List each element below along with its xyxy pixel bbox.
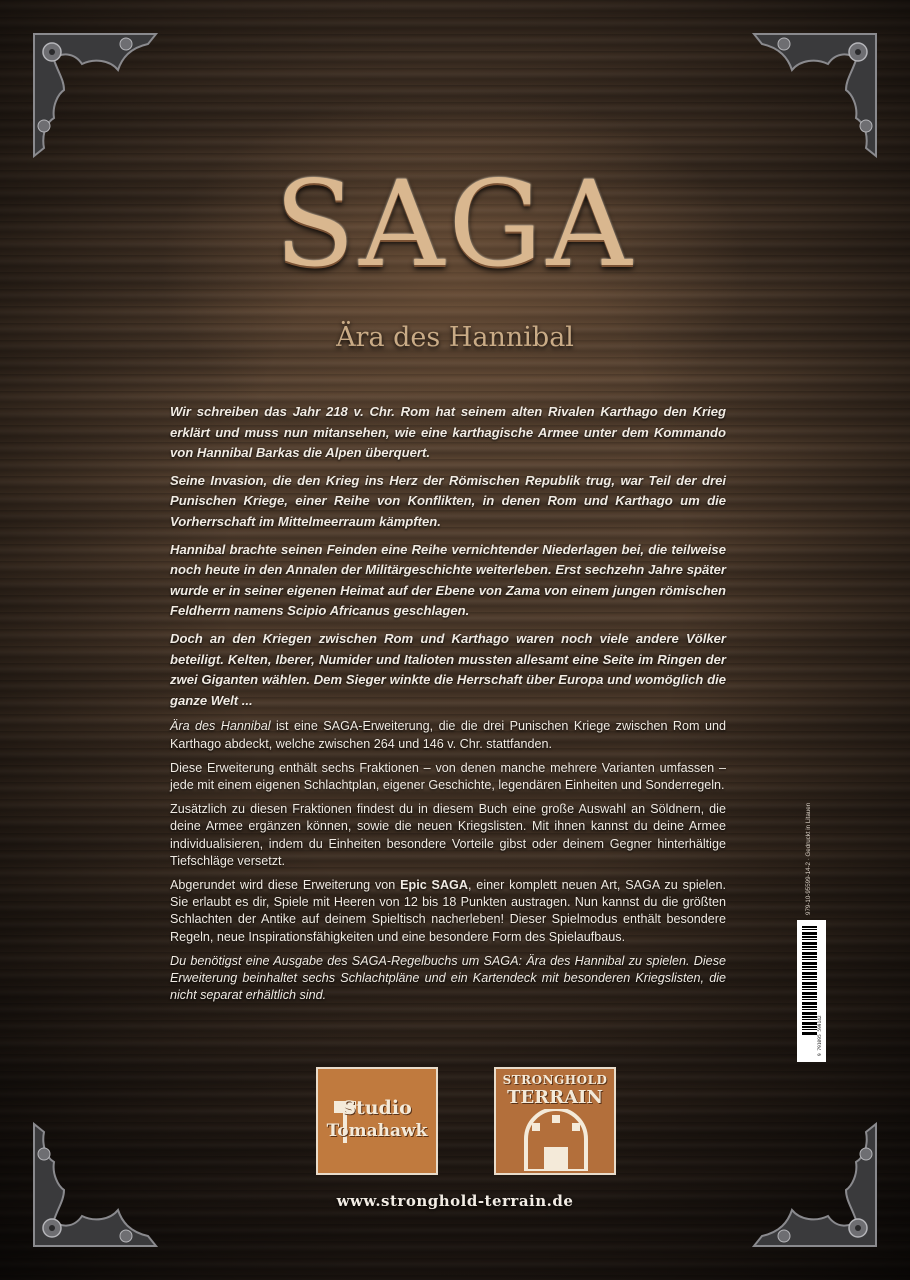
cover-subtitle: Ära des Hannibal <box>336 322 574 353</box>
tower-icon <box>518 1109 594 1171</box>
paragraph-intro-3: Hannibal brachte seinen Feinden eine Reihe vernichtender Niederlagen bei, die teilweise noch heute in den Annalen der Militärgeschichte weiterleben. Erst sechzehn Jahre später wurde er in seiner eigenen Heimat auf der Ebene von Zama von einem jungen römischen Feldherrn namens Scipio Africanus geschlagen. <box>170 541 726 619</box>
barcode-bars <box>802 926 817 1036</box>
paragraph-intro-2: Seine Invasion, die den Krieg ins Herz der Römischen Republik trug, war Teil der drei Punischen Kriege, einer Reihe von Konflikten, in denen Rom und Karthago um die Vorherrschaft im Mittelmeerraum kämpften. <box>170 472 726 529</box>
paragraph-5-text: ist eine SAGA-Erweiterung, die die drei Punischen Kriege zwischen Rom und Karthago abdeckt, welche zwischen 264 und 146 v. Chr. stattfanden. <box>170 719 726 751</box>
studio-logo-line2: Tomahawk <box>326 1121 428 1141</box>
book-title-inline: Ära des Hannibal <box>170 719 271 734</box>
paragraph-8-text-a: Abgerundet wird diese Erweiterung von <box>170 877 401 892</box>
epic-saga-label: Epic SAGA <box>400 877 468 892</box>
isbn-print-note: 979-10-95599-14-2 · Gedruckt in Litauen <box>805 802 812 915</box>
paragraph-7: Zusätzlich zu diesen Fraktionen findest du in diesem Buch eine große Auswahl an Söldnern, die deine Armee ergänzen können, sowie die neuen Kriegslisten. Mit ihnen kannst du deine Armee individualisieren, indem du Einheiten besondere Vorteile gibst oder deinem Gegner hinterhältige Tiefschläge versetzt. <box>170 802 726 868</box>
paragraph-8-text-b: , einer komplett neuen Art, SAGA zu spielen. Sie erlaubt es dir, Spiele mit Heeren von 12 bis 18 Punkten austragen. Nun kannst du die größten Schlachten der Antike auf deinem Spieltisch nacherleben! Dieser Spielmodus enthält besondere Regeln, neue Inspirationsfähigkeiten und eine besondere Form des Spielaufbaus. <box>170 877 726 944</box>
corner-ornament-top-left <box>30 30 160 160</box>
saga-logo: SAGA <box>274 155 636 293</box>
website-url[interactable]: www.stronghold-terrain.de <box>336 1192 574 1210</box>
stronghold-terrain-logo <box>494 1067 616 1175</box>
corner-ornament-top-right <box>750 30 880 160</box>
stronghold-logo-line2: TERRAIN <box>507 1087 603 1108</box>
paragraph-8 <box>170 877 726 946</box>
stronghold-logo-line1: STRONGHOLD <box>502 1073 608 1087</box>
paragraph-requirement-note: Du benötigst eine Ausgabe des SAGA-Regelbuchs um SAGA: Ära des Hannibal zu spielen. Diese Erweiterung beinhaltet sechs Schlachtpläne und ein Kartendeck mit besonderen Kriegslisten, die nicht separat erhältlich sind. <box>170 953 726 1003</box>
paragraph-intro-4: Doch an den Kriegen zwischen Rom und Karthago waren noch viele andere Völker beteiligt. Kelten, Iberer, Numider und Italioten mussten allesamt eine Seite im Ringen der zwei Giganten wählen. Dem Sieger winkte die Herrschaft über Europa und womöglich die ganze Welt ... <box>170 630 726 708</box>
studio-logo-line1: Studio <box>342 1097 412 1119</box>
paragraph-6: Diese Erweiterung enthält sechs Fraktionen – von denen manche mehrere Varianten umfassen – jede mit einem eigenen Schlachtplan, eigener Geschichte, legendären Einheiten und Sonderregeln. <box>170 760 726 792</box>
paragraph-intro-1: Wir schreiben das Jahr 218 v. Chr. Rom hat seinem alten Rivalen Karthago den Krieg erklärt und muss nun mitansehen, wie eine karthagische Armee unter dem Kommando von Hannibal Barkas die Alpen überquert. <box>170 404 726 461</box>
corner-ornament-bottom-right <box>750 1120 880 1250</box>
barcode-number: 9 791095 599142 <box>818 1015 823 1056</box>
paragraph-5 <box>170 718 726 752</box>
barcode <box>797 920 826 1062</box>
blurb-text <box>170 402 726 1011</box>
corner-ornament-bottom-left <box>30 1120 160 1250</box>
studio-tomahawk-logo <box>316 1067 438 1175</box>
